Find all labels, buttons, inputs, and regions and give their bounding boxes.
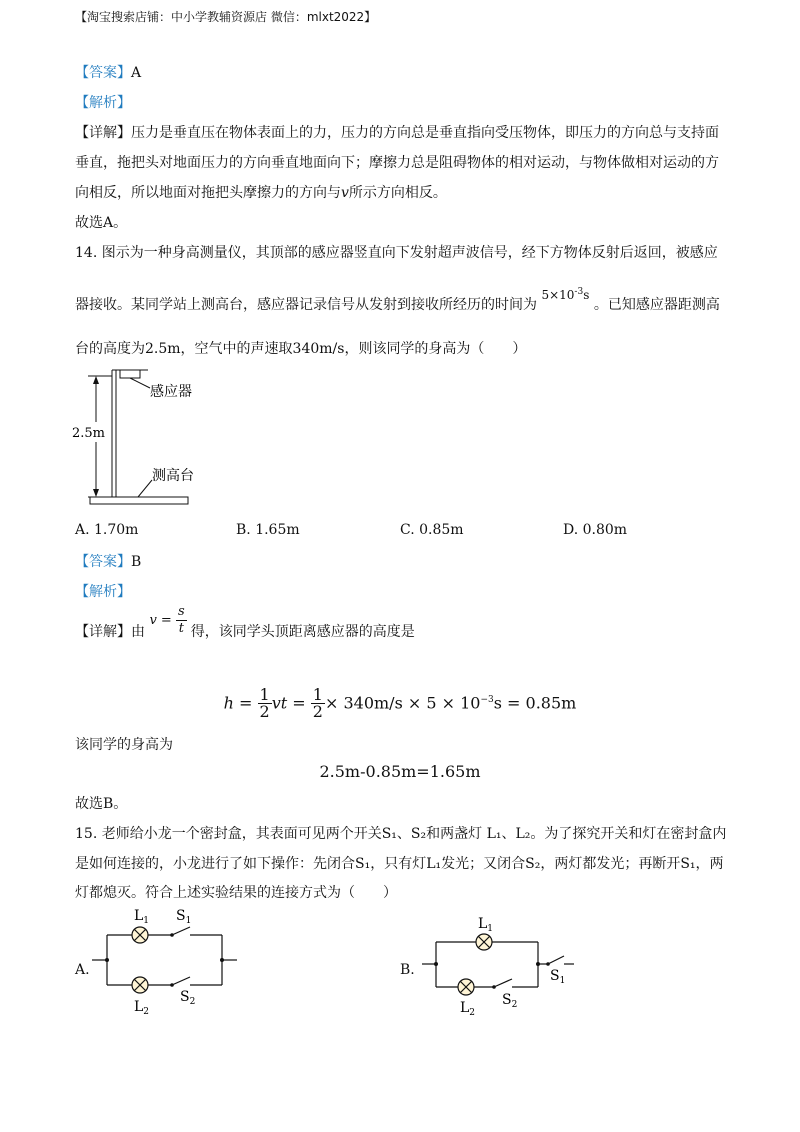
switch-s2-blade bbox=[172, 977, 190, 985]
q14-conclusion: 故选B。 bbox=[75, 796, 128, 812]
analysis-tag: 【解析】 bbox=[75, 584, 131, 600]
eq1-lhs: h = bbox=[223, 693, 253, 713]
sensor-shape bbox=[120, 370, 140, 378]
q14-option-a: A. 1.70m bbox=[75, 522, 139, 538]
time-base: 5×10 bbox=[541, 288, 575, 302]
height-meter-figure bbox=[70, 362, 210, 512]
q13-detail-text-3b: 所示方向相反。 bbox=[348, 185, 447, 201]
equation-2: 2.5m-0.85m=1.65m bbox=[319, 762, 481, 781]
dim-arrow-down bbox=[93, 489, 99, 497]
height-label: 2.5m bbox=[72, 426, 106, 441]
q14-detail-line bbox=[75, 604, 415, 653]
eq1-half-num: 1 bbox=[259, 685, 270, 705]
q14-height-text: 该同学的身高为 bbox=[75, 737, 173, 753]
dim-arrow-up bbox=[93, 376, 99, 384]
label-l1: $L_1$ bbox=[478, 916, 494, 934]
q13-conclusion: 故选A。 bbox=[75, 215, 128, 231]
q15-option-b: B. bbox=[400, 962, 415, 978]
q13-detail-line-2: 垂直，拖把头对地面压力的方向垂直地面向下；摩擦力总是阻碍物体的相对运动，与物体做相对运动的方 bbox=[75, 155, 719, 171]
q14-detail-post: 得，该同学头顶距离感应器的高度是 bbox=[190, 624, 415, 640]
q13-detail-line-1 bbox=[75, 123, 719, 143]
eq1-vt: vt = bbox=[271, 693, 306, 713]
q14-option-b: B. 1.65m bbox=[236, 522, 300, 538]
answer-tag: 【答案】 bbox=[75, 65, 131, 81]
analysis-tag: 【解析】 bbox=[75, 95, 131, 111]
q14-stem-line-1: 14. 图示为一种身高测量仪，其顶部的感应器竖直向下发射超声波信号，经下方物体反射后返回，被感应 bbox=[75, 245, 718, 261]
formula-fraction bbox=[176, 604, 187, 637]
equation-1 bbox=[0, 680, 800, 723]
q14-stem-line-2 bbox=[75, 287, 720, 315]
label-s1: $S_1$ bbox=[550, 968, 566, 986]
eq1-half-den-2: 2 bbox=[312, 702, 323, 722]
switch-s1-blade bbox=[548, 956, 564, 964]
q15-stem-line-1: 15. 老师给小龙一个密封盒，其表面可见两个开关S₁、S₂和两盏灯 L₁、L₂。为了探究开关和灯在密封盒内 bbox=[75, 826, 727, 842]
eq1-half-den: 2 bbox=[259, 702, 270, 722]
q13-detail-line-3 bbox=[75, 183, 447, 203]
eq1-half-2 bbox=[311, 687, 325, 720]
formula-lhs: v = bbox=[149, 613, 172, 628]
label-l2: $L_2$ bbox=[460, 1000, 476, 1017]
eq1-half-1 bbox=[258, 687, 272, 720]
q15-option-a: A. bbox=[75, 962, 90, 978]
sensor-label: 感应器 bbox=[150, 384, 192, 400]
q13-answer: A bbox=[131, 65, 142, 81]
q14-option-c: C. 0.85m bbox=[400, 522, 464, 538]
page-header: 【淘宝搜索店铺：中小学教辅资源店 微信：mlxt2022】 bbox=[75, 10, 377, 24]
q13-answer-line bbox=[75, 63, 141, 83]
q13-analysis-tag bbox=[75, 93, 131, 113]
q13-detail-text-1: 压力是垂直压在物体表面上的力，压力的方向总是垂直指向受压物体，即压力的方向总与支持面 bbox=[131, 125, 719, 141]
q15-stem-line-2: 是如何连接的，小龙进行了如下操作：先闭合S₁，只有灯L₁发光；又闭合S₂，两灯都发光；再断开S₁，两 bbox=[75, 856, 724, 872]
eq1-exp: −3 bbox=[480, 695, 494, 705]
formula-num: s bbox=[177, 604, 185, 619]
junction-left bbox=[434, 962, 438, 966]
q14-detail-pre: 由 bbox=[131, 624, 145, 640]
q14-stem-text-2b: 。已知感应器距测高 bbox=[593, 297, 720, 313]
q15-stem-line-3: 灯都熄灭。符合上述实验结果的连接方式为（ ） bbox=[75, 885, 397, 901]
label-s1: $S_1$ bbox=[176, 908, 192, 926]
switch-s1-blade bbox=[172, 927, 190, 935]
junction-right bbox=[536, 962, 540, 966]
q14-answer: B bbox=[131, 554, 142, 570]
eq1-end: s = 0.85m bbox=[493, 693, 577, 713]
switch-s1-pivot bbox=[170, 933, 174, 937]
platform-label: 测高台 bbox=[152, 468, 194, 484]
q14-time-value bbox=[541, 288, 589, 302]
q14-stem-line-3: 台的高度为2.5m，空气中的声速取340m/s，则该同学的身高为（ ） bbox=[75, 341, 527, 357]
label-l2: $L_2$ bbox=[134, 999, 150, 1017]
q14-option-d: D. 0.80m bbox=[563, 522, 628, 538]
circuit-b bbox=[422, 912, 582, 1017]
q14-stem-text-2a: 器接收。某同学站上测高台，感应器记录信号从发射到接收所经历的时间为 bbox=[75, 297, 537, 313]
time-exp: -3 bbox=[574, 287, 584, 297]
switch-s2-pivot bbox=[492, 985, 496, 989]
junction-left bbox=[105, 958, 109, 962]
q14-analysis-tag bbox=[75, 582, 131, 602]
q14-answer-line bbox=[75, 552, 141, 572]
platform-shape bbox=[90, 497, 188, 504]
time-unit: s bbox=[583, 288, 590, 302]
junction-right bbox=[220, 958, 224, 962]
answer-tag: 【答案】 bbox=[75, 554, 131, 570]
q14-formula bbox=[149, 604, 190, 636]
switch-s1-pivot bbox=[546, 962, 550, 966]
q13-detail-text-3a: 向相反，所以地面对拖把头摩擦力的方向与 bbox=[75, 185, 341, 201]
switch-s2-pivot bbox=[170, 983, 174, 987]
sensor-leader bbox=[130, 378, 150, 388]
switch-s2-blade bbox=[494, 979, 512, 987]
detail-tag: 【详解】 bbox=[75, 624, 131, 640]
circuit-a bbox=[92, 905, 252, 1020]
velocity-symbol: v bbox=[341, 185, 349, 201]
label-s2: $S_2$ bbox=[502, 992, 518, 1010]
detail-tag: 【详解】 bbox=[75, 125, 131, 141]
formula-den: t bbox=[178, 621, 184, 636]
eq1-half-num-2: 1 bbox=[312, 685, 323, 705]
platform-leader bbox=[138, 480, 152, 497]
eq1-mid: × 340m/s × 5 × 10 bbox=[324, 693, 481, 713]
label-s2: $S_2$ bbox=[180, 989, 196, 1007]
label-l1: $L_1$ bbox=[134, 908, 150, 926]
